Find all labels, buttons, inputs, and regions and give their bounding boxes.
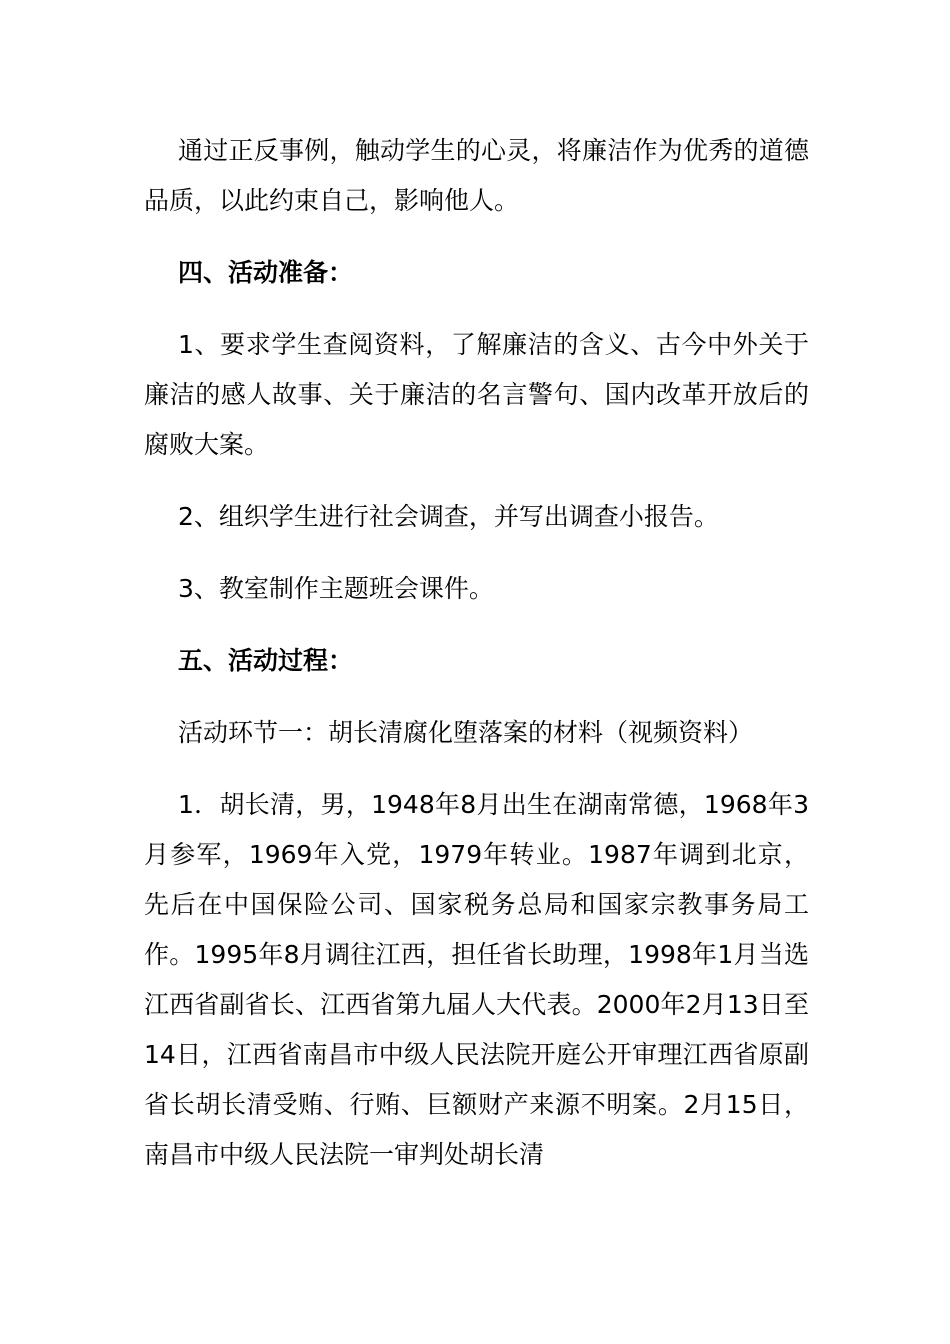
paragraph-preparation-3: 3、教室制作主题班会课件。 [178,574,494,603]
document-body [144,126,809,1202]
heading-activity-preparation: 四、活动准备： [178,258,354,287]
heading-activity-process: 五、活动过程： [178,646,354,675]
paragraph-preparation-2: 2、组织学生进行社会调查，并写出调查小报告。 [178,502,719,531]
paragraph-purpose: 通过正反事例，触动学生的心灵，将廉洁作为优秀的道德品质，以此约束自己，影响他人。 [144,136,809,215]
paragraph-case-description: 1．胡长清，男，1948年8月出生在湖南常德，1968年3月参军，1969年入党，1979年转业。1987年调到北京，先后在中国保险公司、国家税务总局和国家宗教事务局工作。1995年8月调往江西，担任省长助理，1998年1月当选江西省副省长、江西省第九届人大代表。2000年2月13日至14日，江西省南昌市中级人民法院开庭公开审理江西省原副省长胡长清受贿、行贿、巨额财产来源不明案。2月15日，南昌市中级人民法院一审判处胡长清 [144,790,809,1169]
paragraph-preparation-1: 1、要求学生查阅资料，了解廉洁的含义、古今中外关于廉洁的感人故事、关于廉洁的名言警句、国内改革开放后的腐败大案。 [144,330,809,459]
paragraph-activity-step-1: 活动环节一：胡长清腐化堕落案的材料（视频资料） [178,718,754,747]
